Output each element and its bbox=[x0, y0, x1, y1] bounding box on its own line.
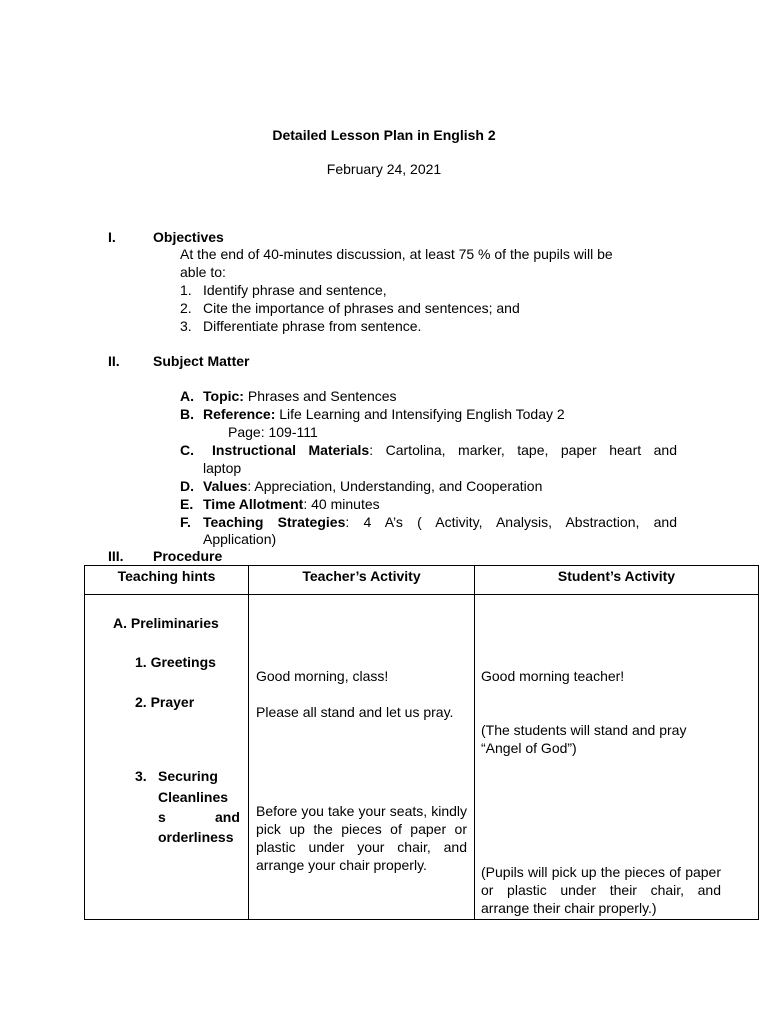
student-activity-cell bbox=[475, 595, 759, 920]
section-numeral: II. bbox=[108, 353, 120, 369]
values-label: Values bbox=[203, 478, 248, 494]
section-numeral: I. bbox=[108, 229, 116, 245]
teaching-hints-cell bbox=[85, 595, 249, 920]
objective-number: 2. bbox=[180, 300, 192, 316]
item-letter: E. bbox=[180, 496, 194, 512]
values-line bbox=[203, 477, 542, 495]
document-title: Detailed Lesson Plan in English 2 bbox=[272, 127, 496, 143]
column-header: Teacher’s Activity bbox=[249, 566, 475, 595]
hint-prayer: 2. Prayer bbox=[135, 694, 195, 710]
objectives-intro: able to: bbox=[180, 264, 226, 280]
objective-text: Differentiate phrase from sentence. bbox=[203, 318, 422, 334]
materials-line bbox=[212, 441, 677, 459]
materials-value: : Cartolina, marker, tape, paper heart and bbox=[369, 442, 677, 458]
item-letter: D. bbox=[180, 478, 194, 494]
student-cleanliness: (Pupils will pick up the pieces of paper or plastic under their chair, and arrange their chair properly.) bbox=[481, 864, 721, 916]
time-line bbox=[203, 495, 380, 513]
materials-label: Instructional Materials bbox=[212, 442, 370, 458]
section-heading: Subject Matter bbox=[153, 353, 250, 369]
column-header: Student’s Activity bbox=[475, 566, 759, 595]
strategies-value-cont: Application) bbox=[203, 531, 277, 547]
student-prayer: “Angel of God”) bbox=[481, 740, 577, 756]
item-letter: F. bbox=[180, 514, 191, 530]
item-letter: C. bbox=[180, 442, 194, 458]
reference-label: Reference: bbox=[203, 406, 276, 422]
hint-cleanliness: Securing bbox=[158, 768, 218, 784]
teacher-prayer: Please all stand and let us pray. bbox=[256, 704, 454, 720]
column-header: Teaching hints bbox=[85, 566, 249, 595]
topic-line bbox=[203, 387, 397, 405]
item-letter: B. bbox=[180, 406, 194, 422]
objective-text: Cite the importance of phrases and sentences; and bbox=[203, 300, 520, 316]
topic-value: Phrases and Sentences bbox=[243, 388, 397, 404]
objectives-intro: At the end of 40-minutes discussion, at least 75 % of the pupils will be bbox=[180, 246, 613, 262]
teacher-greeting: Good morning, class! bbox=[256, 668, 389, 684]
section-numeral: III. bbox=[108, 548, 124, 564]
item-letter: A. bbox=[180, 388, 194, 404]
objective-number: 1. bbox=[180, 282, 192, 298]
reference-line bbox=[203, 405, 565, 423]
reference-value: Life Learning and Intensifying English Today 2 bbox=[275, 406, 565, 422]
hint-cleanliness: and bbox=[215, 809, 240, 825]
document-date: February 24, 2021 bbox=[326, 161, 442, 177]
reference-page: Page: 109-111 bbox=[228, 424, 318, 440]
hint-cleanliness: s bbox=[158, 809, 166, 825]
hint-greetings: 1. Greetings bbox=[135, 654, 216, 670]
section-heading: Procedure bbox=[153, 548, 223, 564]
objective-number: 3. bbox=[180, 318, 192, 334]
strategies-line bbox=[203, 513, 677, 531]
hint-cleanliness-number: 3. bbox=[135, 768, 147, 784]
procedure-table bbox=[84, 565, 759, 920]
hint-preliminaries: A. Preliminaries bbox=[113, 615, 219, 631]
hint-cleanliness: Cleanlines bbox=[158, 789, 229, 805]
student-prayer: (The students will stand and pray bbox=[481, 722, 687, 738]
teacher-activity-cell bbox=[249, 595, 475, 920]
time-label: Time Allotment bbox=[203, 496, 304, 512]
values-value: : Appreciation, Understanding, and Cooperation bbox=[247, 478, 543, 494]
strategies-value: : 4 A’s ( Activity, Analysis, Abstraction, and bbox=[345, 514, 677, 530]
table-header-row bbox=[85, 566, 759, 595]
teacher-cleanliness: Before you take your seats, kindly pick up the pieces of paper or plastic under your chair, and arrange your chair properly. bbox=[256, 803, 467, 873]
student-greeting: Good morning teacher! bbox=[481, 668, 625, 684]
section-heading: Objectives bbox=[153, 229, 224, 245]
topic-label: Topic: bbox=[203, 388, 244, 404]
materials-value-cont: laptop bbox=[203, 460, 242, 476]
objective-text: Identify phrase and sentence, bbox=[203, 282, 387, 298]
strategies-label: Teaching Strategies bbox=[203, 514, 346, 530]
time-value: : 40 minutes bbox=[303, 496, 380, 512]
hint-cleanliness: orderliness bbox=[158, 829, 234, 845]
table-row bbox=[85, 595, 759, 920]
